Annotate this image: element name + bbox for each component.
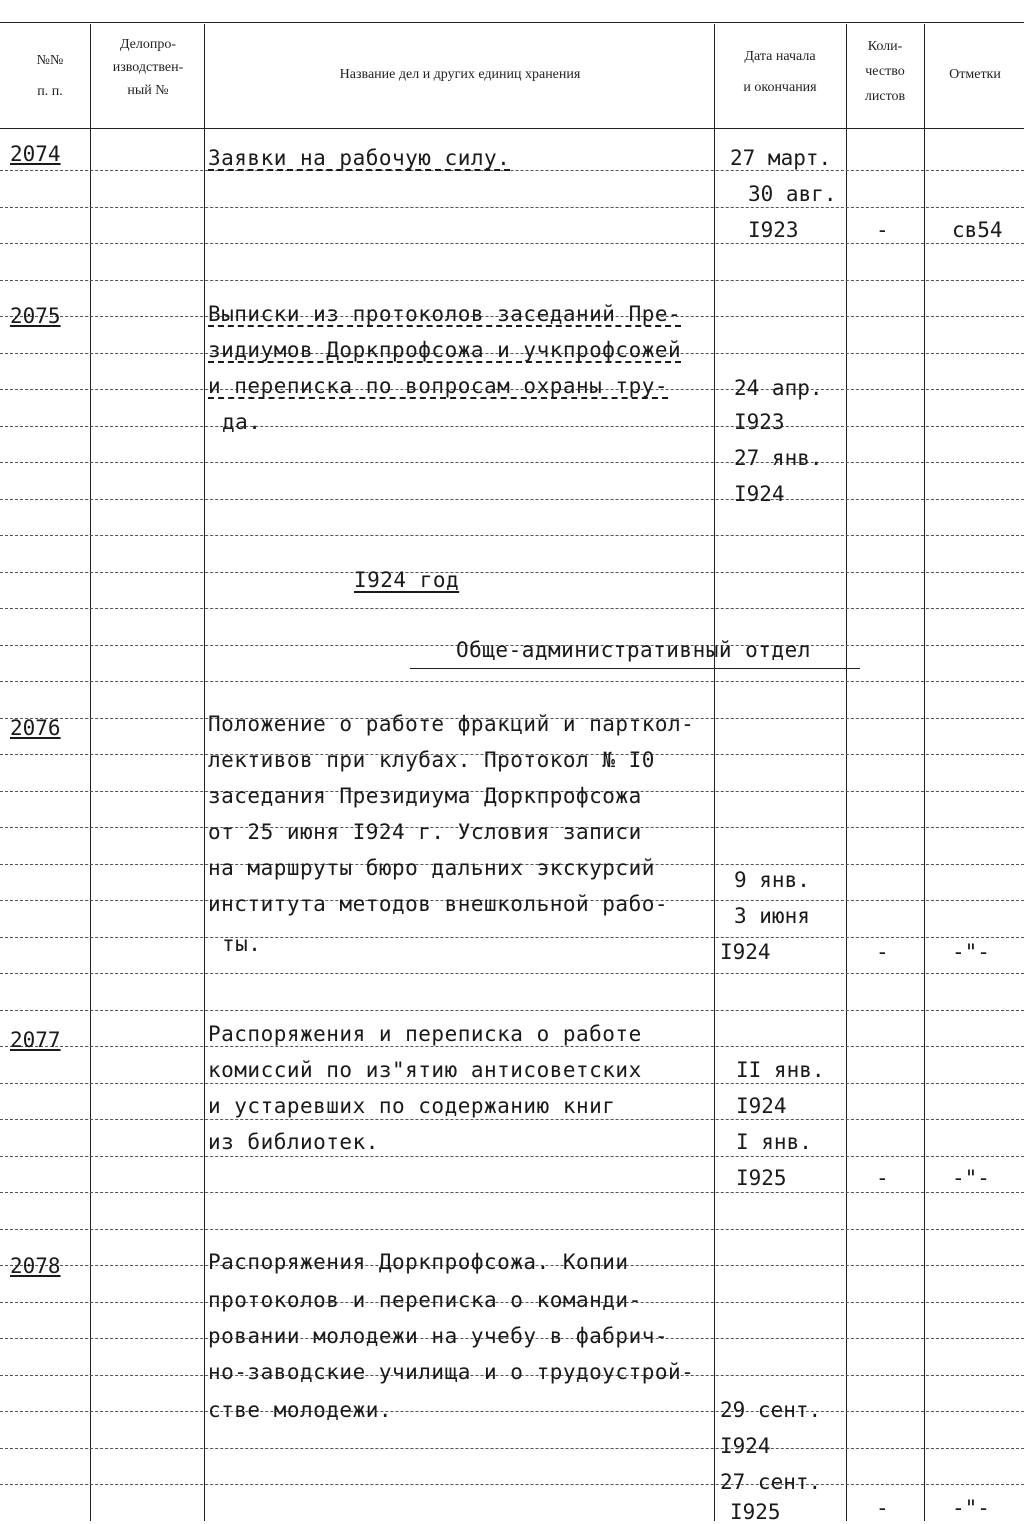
entry-date: I923 <box>748 218 799 242</box>
entry-title-line: Выписки из протоколов заседаний Пре- <box>208 302 682 326</box>
entry-date: 29 сент. <box>720 1398 822 1422</box>
entry-sheets: - <box>876 218 889 242</box>
ruled-line <box>0 1192 1024 1193</box>
entry-number: 2075 <box>10 304 61 328</box>
entry-date: I925 <box>730 1500 781 1524</box>
entry-notes: -"- <box>952 1166 990 1190</box>
entry-sheets: - <box>876 1166 889 1190</box>
entry-title-line: от 25 июня I924 г. Условия записи <box>208 820 642 844</box>
entry-date: I925 <box>736 1166 787 1190</box>
ruled-line <box>0 1156 1024 1157</box>
ruled-line <box>0 1046 1024 1047</box>
entry-title-line: Заявки на рабочую силу. <box>208 146 511 170</box>
entry-date: 9 янв. <box>734 868 810 892</box>
entry-title-line: протоколов и переписка о команди- <box>208 1288 642 1312</box>
entry-number: 2077 <box>10 1028 61 1052</box>
entry-title-line: лективов при клубах. Протокол № I0 <box>208 748 655 772</box>
entry-title-line: Распоряжения и переписка о работе <box>208 1022 642 1046</box>
header-col-title: Название дел и других единиц хранения <box>339 67 581 82</box>
entry-number: 2074 <box>10 142 61 166</box>
entry-date: II янв. <box>736 1058 825 1082</box>
rule-col-4 <box>846 24 847 1521</box>
rule-col-2 <box>204 24 205 1521</box>
entry-date: I924 <box>720 940 771 964</box>
entry-notes: -"- <box>952 940 990 964</box>
ruled-line <box>0 572 1024 573</box>
entry-title-line: стве молодежи. <box>208 1398 393 1422</box>
entry-title-line: Распоряжения Доркпрофсожа. Копии <box>208 1250 629 1274</box>
ruled-line <box>0 499 1024 500</box>
section-department-underline <box>410 668 860 669</box>
entry-title-line: и переписка по вопросам охраны тру- <box>208 374 669 398</box>
ruled-line <box>0 207 1024 208</box>
entry-title-line: Положение о работе фракций и парткол- <box>208 712 695 736</box>
entry-date: I924 <box>734 482 785 506</box>
entry-date: 27 март. <box>730 146 832 170</box>
entry-title-line: и устаревших по содержанию книг <box>208 1094 616 1118</box>
ruled-line <box>0 1411 1024 1412</box>
entry-date: 24 апр. <box>734 376 823 400</box>
ruled-line <box>0 1229 1024 1230</box>
entry-date: 27 сент. <box>720 1470 822 1494</box>
entry-date: I924 <box>720 1434 771 1458</box>
entry-number: 2076 <box>10 716 61 740</box>
entry-title-line: ровании молодежи на учебу в фабрич- <box>208 1324 669 1348</box>
ruled-line <box>0 280 1024 281</box>
entry-title-line: ты. <box>222 932 262 956</box>
entry-date: 3 июня <box>734 904 810 928</box>
header-col-num: №№ п. п. <box>36 53 64 99</box>
ruled-line <box>0 1010 1024 1011</box>
ruled-line <box>0 1083 1024 1084</box>
rule-col-3 <box>714 24 715 1521</box>
entry-notes: св54 <box>952 218 1003 242</box>
section-department: Обще-административный отдел <box>456 638 811 662</box>
entry-title-line: комиссий по из"ятию антисоветских <box>208 1058 642 1082</box>
table-top-border <box>0 22 1024 23</box>
entry-notes: -"- <box>952 1496 990 1520</box>
header-col-sheets: Коли- чество листов <box>864 39 906 104</box>
header-col-office: Делопро- изводствен- ный № <box>112 37 184 98</box>
entry-title-line: зидиумов Доркпрофсожа и учкпрофсожей <box>208 338 682 362</box>
entry-title-line: института методов внешкольной рабо- <box>208 892 669 916</box>
ruled-line <box>0 973 1024 974</box>
entry-title-line: но-заводские училища и о трудоустрой- <box>208 1360 695 1384</box>
ruled-line <box>0 608 1024 609</box>
entry-date: I янв. <box>736 1130 812 1154</box>
entry-title-line: на маршруты бюро дальних экскурсий <box>208 856 655 880</box>
ruled-line <box>0 426 1024 427</box>
ruled-line <box>0 1484 1024 1485</box>
entry-date: 30 авг. <box>748 182 837 206</box>
ruled-line <box>0 243 1024 244</box>
rule-col-5 <box>924 24 925 1521</box>
entry-title-line: из библиотек. <box>208 1130 379 1154</box>
header-bottom-border <box>0 128 1024 129</box>
ruled-line <box>0 681 1024 682</box>
entry-date: I923 <box>734 410 785 434</box>
ruled-line <box>0 1119 1024 1120</box>
ruled-line <box>0 1448 1024 1449</box>
entry-date: I924 <box>736 1094 787 1118</box>
entry-sheets: - <box>876 940 889 964</box>
entry-date: 27 янв. <box>734 446 823 470</box>
entry-sheets: - <box>876 1496 889 1520</box>
section-year: I924 год <box>354 568 460 592</box>
entry-title-line: да. <box>222 410 262 434</box>
entry-number: 2078 <box>10 1254 61 1278</box>
ruled-line <box>0 170 1024 171</box>
ruled-line <box>0 462 1024 463</box>
ruled-line <box>0 937 1024 938</box>
rule-col-1 <box>90 24 91 1521</box>
header-col-dates: Дата начала и окончания <box>743 49 817 95</box>
header-col-notes: Отметки <box>949 67 1001 82</box>
ruled-line <box>0 535 1024 536</box>
entry-title-line: заседания Президиума Доркпрофсожа <box>208 784 642 808</box>
